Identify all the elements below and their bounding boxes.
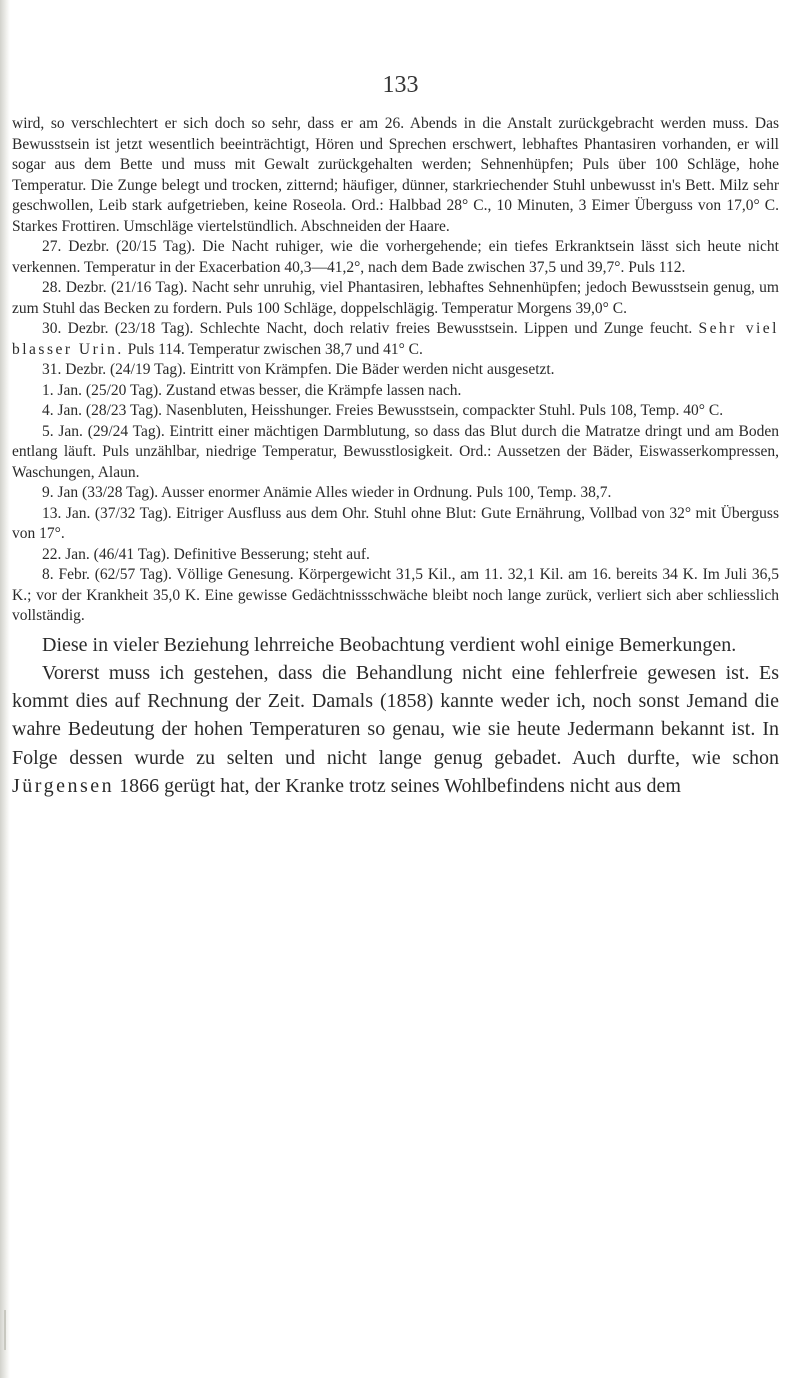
report-paragraph-10: 8. Febr. (62/57 Tag). Völlige Genesung. Körpergewicht 31,5 Kil., am 11. 32,1 Kil. am 16. bereits 34 K. Im Juli 36,5 K.; vor der Krankheit 35,0 K. Eine gewisse Gedächtnissschwäche bleibt noch lange zurück, verliert sich aber schliesslich vollständig. xyxy=(12,566,779,624)
margin-mark xyxy=(4,1310,12,1350)
report-paragraph-7: 9. Jan (33/28 Tag). Ausser enormer Anämie Alles wieder in Ordnung. Puls 100, Temp. 38,7. xyxy=(42,484,612,501)
page-body xyxy=(12,114,779,800)
report-paragraph-1: 27. Dezbr. (20/15 Tag). Die Nacht ruhiger, wie die vorhergehende; ein tiefes Erkranktsein lässt sich heute nicht verkennen. Temperatur in der Exacerbation 40,3—41,2°, nach dem Bade zwischen 37,5 und 39,7°. Puls 112. xyxy=(12,238,779,276)
report-30-dec-text-a: 30. Dezbr. (23/18 Tag). Schlechte Nacht, doch relativ freies Bewusstsein. Lippen und Zunge feucht. xyxy=(42,320,699,337)
report-paragraph-30-dec xyxy=(12,319,779,360)
report-paragraph-5: 4. Jan. (28/23 Tag). Nasenbluten, Heisshunger. Freies Bewusstsein, compackter Stuhl. Puls 108, Temp. 40° C. xyxy=(42,402,724,419)
report-paragraph-9: 22. Jan. (46/41 Tag). Definitive Besserung; steht auf. xyxy=(42,545,370,563)
discussion-author-name: Jürgensen xyxy=(12,774,115,797)
report-paragraph-2: 28. Dezbr. (21/16 Tag). Nacht sehr unruhig, viel Phantasiren, lebhaftes Sehnenhüpfen; jedoch Bewusstsein genug, um zum Stuhl das Becken zu fordern. Puls 100 Schläge, doppelschlägig. Temperatur Morgens 39,0° C. xyxy=(12,279,779,317)
discussion xyxy=(12,631,779,801)
case-report xyxy=(12,114,779,627)
report-30-dec-text-b: Puls 114. Temperatur zwischen 38,7 und 41° C. xyxy=(123,340,423,358)
scan-edge xyxy=(0,0,10,1378)
report-paragraph-8: 13. Jan. (37/32 Tag). Eitriger Ausfluss aus dem Ohr. Stuhl ohne Blut: Gute Ernährung, Vollbad von 32° mit Überguss von 17°. xyxy=(12,504,779,542)
report-30-dec-emphasis: Sehr viel blasser Urin. xyxy=(12,320,779,358)
report-paragraph-4: 1. Jan. (25/20 Tag). Zustand etwas besser, die Krämpfe lassen nach. xyxy=(42,381,462,399)
discussion-paragraph-1 xyxy=(12,659,779,800)
discussion-text-b: 1866 gerügt hat, der Kranke trotz seines Wohlbefindens nicht aus dem xyxy=(114,774,681,797)
discussion-text-a: Vorerst muss ich gestehen, dass die Behandlung nicht eine fehlerfreie gewesen ist. Es kommt dies auf Rechnung der Zeit. Damals (1858) kannte weder ich, noch sonst Jemand die wahre Bedeutung der hohen Temperaturen so genau, wie sie heute Jedermann bekannt ist. In Folge dessen wurde zu selten und nicht lange genug gebadet. Auch durfte, wie schon xyxy=(12,661,779,769)
page-number: 133 xyxy=(382,72,419,98)
report-paragraph-0: wird, so verschlechtert er sich doch so sehr, dass er am 26. Abends in die Anstalt zurückgebracht werden muss. Das Bewusstsein ist jetzt wesentlich beeinträchtigt, Hören und Sprechen erschwert, lebhaftes Phantasiren vorhanden, er will sogar aus dem Bette und muss mit Gewalt zurückgehalten werden; Sehnenhüpfen; Puls über 100 Schläge, hohe Temperatur. Die Zunge belegt und trocken, zitternd; häufiger, dünner, starkriechender Stuhl unbewusst in's Bett. Milz sehr geschwollen, Leib stark aufgetrieben, keine Roseola. Ord.: Halbbad 28° C., 10 Minuten, 3 Eimer Überguss von 17,0° C. Starkes Frottiren. Umschläge viertelstündlich. Abschneiden der Haare. xyxy=(12,115,779,235)
discussion-paragraph-0: Diese in vieler Beziehung lehrreiche Beobachtung verdient wohl einige Bemerkungen. xyxy=(42,633,737,656)
report-paragraph-3: 31. Dezbr. (24/19 Tag). Eintritt von Krämpfen. Die Bäder werden nicht ausgesetzt. xyxy=(42,361,555,378)
report-paragraph-6: 5. Jan. (29/24 Tag). Eintritt einer mächtigen Darmblutung, so dass das Blut durch die Matratze dringt und am Boden entlang läuft. Puls unzählbar, niedrige Temperatur, Bewusstlosigkeit. Ord.: Aussetzen der Bäder, Eiswasserkompressen, Waschungen, Alaun. xyxy=(12,422,779,481)
